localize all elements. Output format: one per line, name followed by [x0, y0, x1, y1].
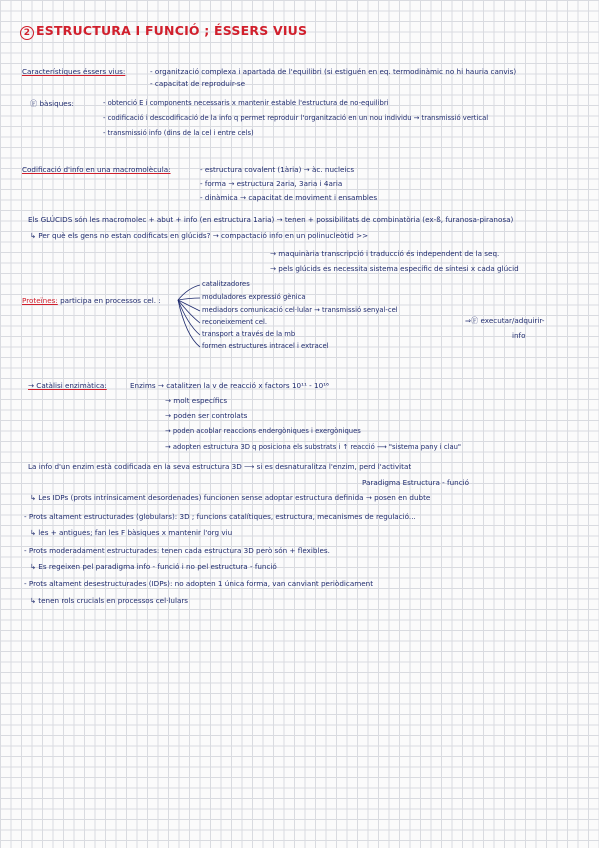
protein-role: moduladores expressió gènica: [202, 293, 306, 301]
protein-role: reconeixement cel.: [202, 318, 267, 326]
s4-enzyme-3: → poden acoblar reaccions endergòniques i exergòniques: [165, 427, 361, 435]
s4-p5: ↳ les + antigues; fan les F bàsiques x mantenir l'org viu: [30, 528, 233, 537]
s4-enzyme-2: → poden ser controlats: [165, 411, 248, 420]
s2-line1: - estructura covalent (1ària) → àc. nucleics: [200, 165, 355, 174]
s3-right1: ⇒Ⓕ executar/adquirir-: [465, 316, 545, 325]
s3-sub: participa en processos cel. :: [60, 296, 161, 305]
s4-p3: ↳ Les IDPs (prots intrínsicament desordenades) funcionen sense adoptar estructura definida → posen en dubte: [30, 493, 431, 502]
s4-p7: ↳ Es regeixen pel paradigma info - funció i no pel estructura - funció: [30, 562, 277, 571]
s4-p1: La info d'un enzim està codificada en la seva estructura 3D ⟶ si es desnaturalitza l'enzim, perd l'activitat: [28, 462, 412, 471]
protein-role: catalitzadores: [202, 280, 250, 288]
title-text: ESTRUCTURA I FUNCIÓ ; ÉSSERS VIUS: [36, 23, 308, 38]
s1-line1: - organització complexa i apartada de l'equilibri (si estiguén en eq. termodinàmic no hi hauria canvis): [150, 67, 517, 76]
s2-label: Codificació d'info en una macromolècula:: [22, 165, 171, 174]
s3-label: Proteïnes:: [22, 296, 58, 305]
protein-role: transport a través de la mb: [202, 330, 296, 338]
s2-glucids-3: → maquinària transcripció i traducció és independent de la seq.: [270, 249, 500, 258]
s1-f1: - obtenció E i components necessaris x mantenir estable l'estructura de no-equilibri: [103, 99, 389, 107]
protein-role: formen estructures intracel i extracel: [202, 342, 329, 350]
s2-line2: - forma → estructura 2aria, 3aria i 4aria: [200, 179, 343, 188]
s1-line2: - capacitat de reproduir-se: [150, 79, 246, 88]
protein-role: mediadors comunicació cel·lular → transmissió senyal-cel: [202, 306, 398, 314]
section-number: 2: [20, 26, 34, 40]
s2-glucids-4: → pels glúcids es necessita sistema específic de síntesi x cada glúcid: [270, 264, 519, 273]
s1-label: Característiques éssers vius:: [22, 67, 126, 76]
s1-f3: - transmissió info (dins de la cel i entre cels): [103, 129, 254, 137]
s3-right2: info: [512, 331, 526, 340]
s4-p6: - Prots moderadament estructurades: tenen cada estructura 3D però són + flexibles.: [24, 546, 330, 555]
s1-f-label: Ⓕ bàsiques:: [30, 99, 74, 108]
s2-glucids-2: ↳ Per què els gens no estan codificats en glúcids? → compactació info en un polinucleòtid >>: [30, 231, 369, 240]
s4-p4: - Prots altament estructurades (globulars): 3D ; funcions catalítiques, estructura, mecanismes de regulació...: [24, 512, 416, 521]
s2-line3: - dinàmica → capacitat de moviment i ensambles: [200, 193, 378, 202]
s4-label: → Catàlisi enzimàtica:: [28, 381, 107, 390]
s4-p9: ↳ tenen rols crucials en processos cel·lulars: [30, 596, 189, 605]
s4-enzyme-4: → adopten estructura 3D q posiciona els substrats i ↑ reacció ⟶ "sistema pany i clau": [165, 443, 462, 451]
s1-f2: - codificació i descodificació de la info q permet reproduir l'organització en un nou individu → transmissió vertical: [103, 114, 489, 122]
s2-glucids-1: Els GLÚCIDS són les macromolec + abut + info (en estructura 1aria) → tenen + possibilitats de combinatòria (ex-ß, furanosa-piranosa): [28, 215, 514, 224]
s4-enzyme-0: Enzims → catalitzen la v de reacció x factors 10¹¹ - 10¹⁶: [130, 381, 329, 390]
s4-p8: - Prots altament desestructurades (IDPs): no adopten 1 única forma, van canviant periòdicament: [24, 579, 374, 588]
s4-enzyme-1: → molt específics: [165, 396, 228, 405]
s4-p2: Paradigma Estructura - funció: [362, 478, 470, 487]
